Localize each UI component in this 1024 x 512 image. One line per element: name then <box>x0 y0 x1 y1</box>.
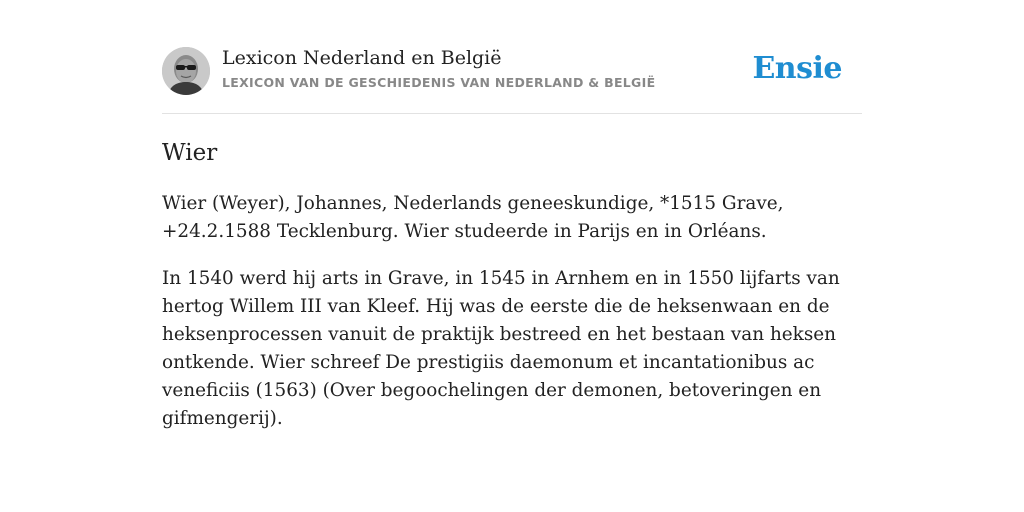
page-container <box>162 0 862 429</box>
portrait-icon <box>162 47 210 95</box>
ensie-logo-link[interactable]: Ensie <box>752 51 842 86</box>
article-paragraph: In 1540 werd hij arts in Grave, in 1545 in Arnhem en in 1550 lijfarts van hertog Willem III van Kleef. Hij was de eerste die de heksenwaan en de heksenprocessen vanuit de praktijk bestreed en het bestaan van heksen ontkende. Wier schreef De prestigiis daemonum et incantationibus ac veneficiis (1563) (Over begoochelingen der demonen, betoveringen en gifmengerij). <box>162 268 840 429</box>
article-title: Wier <box>162 140 218 166</box>
author-avatar[interactable] <box>162 47 210 95</box>
lexicon-title[interactable]: Lexicon Nederland en België <box>222 47 502 69</box>
lexicon-header <box>162 0 862 114</box>
lexicon-subtitle: LEXICON VAN DE GESCHIEDENIS VAN NEDERLAND & BELGIË <box>222 75 656 90</box>
article-paragraph: Wier (Weyer), Johannes, Nederlands geneeskundige, *1515 Grave, +24.2.1588 Tecklenburg. Wier studeerde in Parijs en in Orléans. <box>162 193 784 242</box>
article-body <box>162 190 864 452</box>
